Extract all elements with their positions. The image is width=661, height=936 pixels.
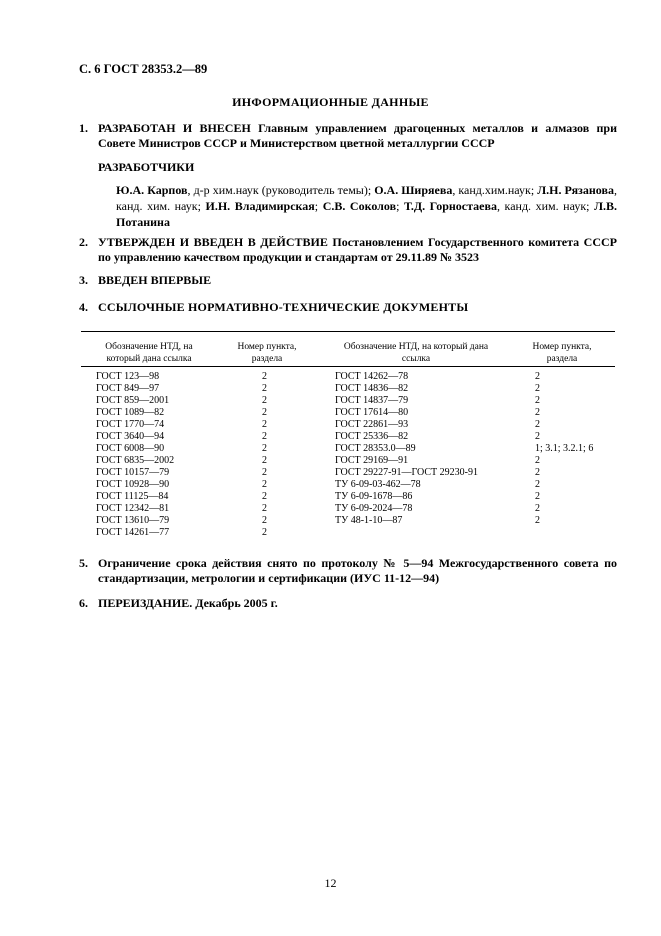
table-cell-point: 2 — [535, 419, 540, 430]
table-cell-point: 2 — [535, 395, 540, 406]
table-cell-point: 2 — [535, 491, 540, 502]
table-cell-doc: ГОСТ 849—97 — [96, 383, 160, 394]
item-2-text: Постановлением Государственного комитета СССР по управлению качеством продукции и стандартам от 29.11.89 № 3523 — [98, 235, 617, 264]
developer-name: Л.В. Потанина — [116, 199, 618, 229]
table-cell-doc: ГОСТ 6835—2002 — [96, 455, 175, 466]
right-doc-column — [335, 371, 478, 527]
table-cell-doc: ГОСТ 25336—82 — [335, 431, 409, 442]
table-header-right-doc: Обозначение НТД, на который дана ссылка — [343, 342, 489, 364]
table-cell-doc: ГОСТ 17614—80 — [335, 407, 409, 418]
item-5-number: 5. — [79, 556, 88, 570]
item-3-text: ВВЕДЕН ВПЕРВЫЕ — [98, 273, 212, 287]
table-cell-point: 2 — [262, 467, 267, 478]
page-number: 12 — [324, 876, 337, 890]
table-cell-doc: ГОСТ 14836—82 — [335, 383, 409, 394]
table-header-right-point: Номер пункта, раздела — [532, 342, 592, 364]
item-4-text: ССЫЛОЧНЫЕ НОРМАТИВНО-ТЕХНИЧЕСКИЕ ДОКУМЕНТЫ — [98, 300, 469, 314]
developers-list — [116, 182, 617, 230]
table-cell-doc: ТУ 6-09-2024—78 — [335, 503, 413, 514]
table-cell-doc: ГОСТ 14837—79 — [335, 395, 409, 406]
developer-name: Л.Н. Рязанова — [537, 183, 614, 197]
table-cell-point: 2 — [262, 491, 267, 502]
table-cell-doc: ГОСТ 10157—79 — [96, 467, 170, 478]
table-cell-point: 2 — [535, 455, 540, 466]
item-4-number: 4. — [79, 300, 88, 314]
developer-role: , канд.хим.наук; — [452, 183, 538, 197]
item-5-text: Ограничение срока действия снято по протоколу № 5—94 Межгосударственного совета по стандартизации, метрологии и сертификации (ИУС 11-12—94) — [98, 556, 617, 585]
table-cell-doc: ГОСТ 6008—90 — [96, 443, 165, 454]
section-title: ИНФОРМАЦИОННЫЕ ДАННЫЕ — [232, 95, 429, 109]
table-cell-point: 2 — [535, 371, 540, 382]
table-cell-doc: ГОСТ 13610—79 — [96, 515, 170, 526]
table-cell-point: 2 — [535, 431, 540, 442]
table-header-left-doc: Обозначение НТД, на который дана ссылка — [105, 342, 193, 364]
table-cell-point: 2 — [535, 479, 540, 490]
developer-name: С.В. Соколов — [322, 199, 397, 213]
table-cell-point: 2 — [535, 515, 540, 526]
item-6-number: 6. — [79, 596, 88, 610]
developer-name: Ю.А. Карпов — [116, 183, 188, 197]
table-cell-point: 2 — [535, 467, 540, 478]
table-cell-point: 2 — [262, 455, 267, 466]
table-cell-doc: ГОСТ 12342—81 — [96, 503, 170, 514]
item-3-number: 3. — [79, 273, 88, 287]
table-cell-point: 2 — [262, 527, 267, 538]
page-header: С. 6 ГОСТ 28353.2—89 — [79, 62, 208, 76]
item-6-text: ПЕРЕИЗДАНИЕ. Декабрь 2005 г. — [98, 596, 278, 610]
item-2-lead: УТВЕРЖДЕН И ВВЕДЕН В ДЕЙСТВИЕ — [98, 235, 328, 249]
left-doc-column — [96, 371, 174, 539]
developer-role: ; — [314, 199, 323, 213]
developers-heading: РАЗРАБОТЧИКИ — [98, 160, 195, 174]
table-cell-doc: ГОСТ 22861—93 — [335, 419, 409, 430]
right-point-column — [535, 371, 593, 527]
table-cell-point: 2 — [535, 383, 540, 394]
table-cell-doc: ГОСТ 123—98 — [96, 371, 160, 382]
developer-name: И.Н. Владимирская — [205, 199, 315, 213]
table-cell-point: 2 — [262, 419, 267, 430]
table-cell-point: 2 — [262, 383, 267, 394]
item-3 — [79, 273, 617, 288]
item-1-text: Главным управлением драгоценных металлов и алмазов при Совете Министров СССР и Министерством цветной металлургии СССР — [98, 121, 618, 150]
table-cell-point: 2 — [262, 395, 267, 406]
table-cell-point: 2 — [262, 431, 267, 442]
table-header-left-point: Номер пункта, раздела — [237, 342, 297, 364]
table-cell-doc: ГОСТ 29169—91 — [335, 455, 409, 466]
developer-role: ; — [396, 199, 405, 213]
table-cell-point: 2 — [262, 407, 267, 418]
table-cell-doc: ТУ 6-09-03-462—78 — [335, 479, 421, 490]
developer-role: , канд. хим. наук; — [116, 183, 617, 213]
developer-name: Т.Д. Горностаева — [404, 199, 497, 213]
item-1-lead: РАЗРАБОТАН И ВНЕСЕН — [98, 121, 251, 135]
developer-name: О.А. Ширяева — [374, 183, 453, 197]
developer-role: , д-р хим.наук (руководитель темы); — [187, 183, 375, 197]
table-cell-point: 2 — [262, 479, 267, 490]
table-cell-point: 2 — [262, 371, 267, 382]
table-cell-point: 2 — [535, 503, 540, 514]
item-4 — [79, 300, 617, 315]
table-cell-doc: ГОСТ 1089—82 — [96, 407, 165, 418]
table-cell-doc: ГОСТ 29227-91—ГОСТ 29230-91 — [335, 467, 478, 478]
table-cell-point: 1; 3.1; 3.2.1; 6 — [535, 443, 594, 454]
developer-role: , канд. хим. наук; — [496, 199, 595, 213]
table-cell-doc: ГОСТ 3640—94 — [96, 431, 165, 442]
table-cell-doc: ГОСТ 14261—77 — [96, 527, 170, 538]
table-cell-point: 2 — [262, 503, 267, 514]
table-cell-doc: ГОСТ 1770—74 — [96, 419, 165, 430]
table-cell-doc: ГОСТ 14262—78 — [335, 371, 409, 382]
table-cell-doc: ТУ 48-1-10—87 — [335, 515, 403, 526]
table-cell-doc: ГОСТ 10928—90 — [96, 479, 170, 490]
item-1-number: 1. — [79, 121, 88, 135]
item-2 — [79, 235, 617, 265]
item-2-number: 2. — [79, 235, 88, 249]
table-top-rule — [81, 331, 615, 332]
table-cell-doc: ГОСТ 11125—84 — [96, 491, 169, 502]
table-cell-point: 2 — [262, 443, 267, 454]
item-1 — [79, 121, 617, 151]
table-header-rule — [81, 366, 615, 367]
table-cell-point: 2 — [535, 407, 540, 418]
item-6 — [79, 596, 617, 611]
left-point-column — [262, 371, 267, 539]
table-cell-doc: ГОСТ 859—2001 — [96, 395, 170, 406]
item-5 — [79, 556, 617, 586]
table-cell-doc: ГОСТ 28353.0—89 — [335, 443, 416, 454]
table-cell-point: 2 — [262, 515, 267, 526]
table-cell-doc: ТУ 6-09-1678—86 — [335, 491, 413, 502]
